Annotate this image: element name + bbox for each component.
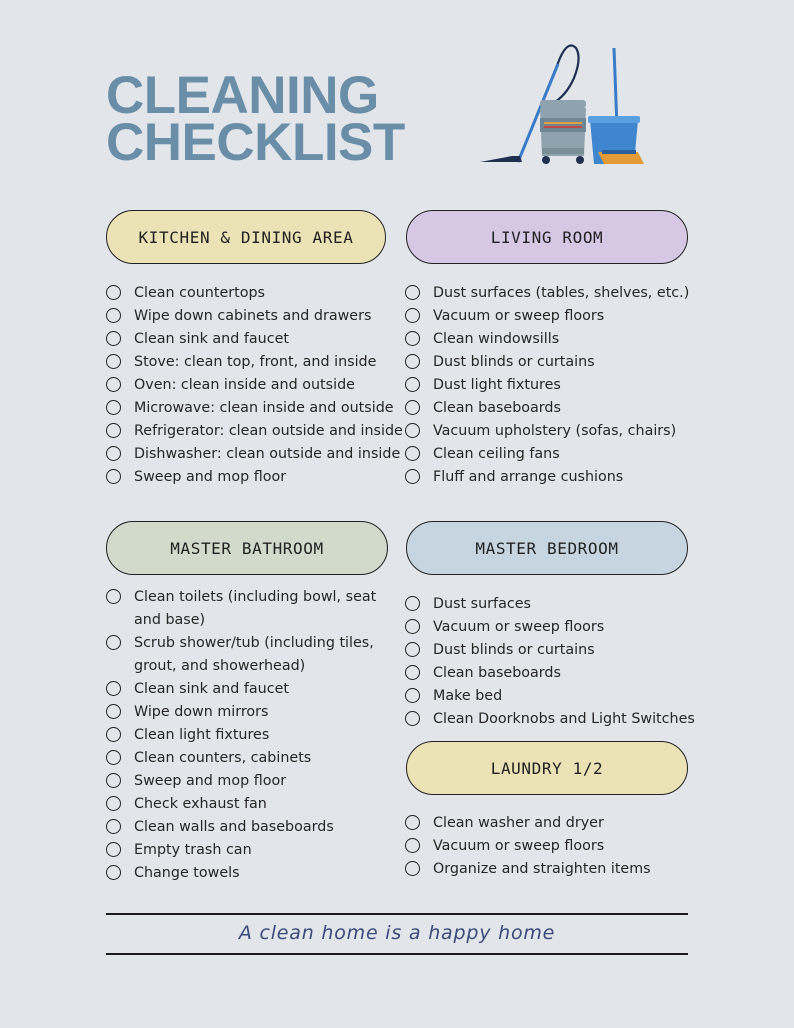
section-header-master-bedroom: MASTER BEDROOM	[406, 521, 688, 575]
checkbox[interactable]	[106, 635, 121, 650]
checkbox[interactable]	[106, 681, 121, 696]
checklist-item[interactable]: Clean countertops	[106, 282, 403, 305]
checkbox[interactable]	[106, 842, 121, 857]
checklist-item[interactable]: Vacuum upholstery (sofas, chairs)	[405, 420, 689, 443]
checkbox[interactable]	[405, 469, 420, 484]
checkbox[interactable]	[106, 423, 121, 438]
checkbox[interactable]	[405, 423, 420, 438]
checkbox[interactable]	[405, 642, 420, 657]
checklist-item[interactable]: Fluff and arrange cushions	[405, 466, 689, 489]
footer-tagline: A clean home is a happy home	[238, 922, 556, 944]
checklist-item[interactable]: Clean Doorknobs and Light Switches	[405, 708, 695, 731]
page-title	[106, 66, 405, 172]
checkbox[interactable]	[405, 354, 420, 369]
checklist-item[interactable]: Clean toilets (including bowl, seat and base)	[106, 586, 384, 632]
checkbox[interactable]	[405, 688, 420, 703]
checkbox[interactable]	[106, 589, 121, 604]
checkbox[interactable]	[106, 285, 121, 300]
checklist-item[interactable]: Organize and straighten items	[405, 858, 651, 881]
checklist-item[interactable]: Vacuum or sweep floors	[405, 835, 651, 858]
mop-bucket-icon	[588, 48, 644, 164]
kitchen-checklist	[106, 282, 403, 489]
checkbox[interactable]	[405, 861, 420, 876]
checklist-item[interactable]: Clean baseboards	[405, 662, 695, 685]
checkbox[interactable]	[106, 704, 121, 719]
laundry-checklist	[405, 812, 651, 881]
checklist-item[interactable]: Oven: clean inside and outside	[106, 374, 403, 397]
checkbox[interactable]	[405, 377, 420, 392]
checkbox[interactable]	[405, 838, 420, 853]
checklist-item[interactable]: Microwave: clean inside and outside	[106, 397, 403, 420]
footer-top-rule	[106, 913, 688, 915]
checkbox[interactable]	[106, 865, 121, 880]
checklist-item[interactable]: Dishwasher: clean outside and inside	[106, 443, 403, 466]
checklist-item[interactable]: Clean windowsills	[405, 328, 689, 351]
living-room-checklist	[405, 282, 689, 489]
section-header-living-room: LIVING ROOM	[406, 210, 688, 264]
checklist-item[interactable]: Clean sink and faucet	[106, 678, 384, 701]
checkbox[interactable]	[106, 469, 121, 484]
checkbox[interactable]	[405, 619, 420, 634]
title-line-1: CLEANING	[106, 66, 379, 125]
master-bedroom-checklist	[405, 593, 695, 731]
checkbox[interactable]	[405, 331, 420, 346]
checkbox[interactable]	[106, 796, 121, 811]
checklist-item[interactable]: Make bed	[405, 685, 695, 708]
checkbox[interactable]	[106, 750, 121, 765]
checkbox[interactable]	[405, 308, 420, 323]
checklist-item[interactable]: Check exhaust fan	[106, 793, 384, 816]
section-header-kitchen: KITCHEN & DINING AREA	[106, 210, 386, 264]
checklist-item[interactable]: Wipe down mirrors	[106, 701, 384, 724]
checklist-item[interactable]: Scrub shower/tub (including tiles, grout, and showerhead)	[106, 632, 384, 678]
checklist-item[interactable]: Wipe down cabinets and drawers	[106, 305, 403, 328]
checkbox[interactable]	[106, 819, 121, 834]
checklist-item[interactable]: Sweep and mop floor	[106, 770, 384, 793]
checklist-item[interactable]: Sweep and mop floor	[106, 466, 403, 489]
vacuum-cleaner-icon	[480, 46, 586, 164]
checklist-item[interactable]: Clean counters, cabinets	[106, 747, 384, 770]
checkbox[interactable]	[106, 331, 121, 346]
checklist-item[interactable]: Vacuum or sweep floors	[405, 305, 689, 328]
checklist-item[interactable]: Refrigerator: clean outside and inside	[106, 420, 403, 443]
checkbox[interactable]	[405, 596, 420, 611]
checkbox[interactable]	[405, 400, 420, 415]
checkbox[interactable]	[405, 665, 420, 680]
checklist-item[interactable]: Clean sink and faucet	[106, 328, 403, 351]
checklist-item[interactable]: Clean washer and dryer	[405, 812, 651, 835]
checklist-item[interactable]: Vacuum or sweep floors	[405, 616, 695, 639]
checklist-item[interactable]: Empty trash can	[106, 839, 384, 862]
checklist-item[interactable]: Dust light fixtures	[405, 374, 689, 397]
checklist-item[interactable]: Clean ceiling fans	[405, 443, 689, 466]
checkbox[interactable]	[405, 815, 420, 830]
section-header-laundry: LAUNDRY 1/2	[406, 741, 688, 795]
checklist-item[interactable]: Change towels	[106, 862, 384, 885]
section-header-master-bathroom: MASTER BATHROOM	[106, 521, 388, 575]
checkbox[interactable]	[106, 377, 121, 392]
footer-bottom-rule	[106, 953, 688, 955]
checkbox[interactable]	[405, 711, 420, 726]
checkbox[interactable]	[405, 446, 420, 461]
checkbox[interactable]	[106, 308, 121, 323]
checklist-item[interactable]: Dust blinds or curtains	[405, 639, 695, 662]
checkbox[interactable]	[405, 285, 420, 300]
checklist-item[interactable]: Dust blinds or curtains	[405, 351, 689, 374]
checklist-item[interactable]: Clean light fixtures	[106, 724, 384, 747]
checkbox[interactable]	[106, 773, 121, 788]
cleaning-illustration	[474, 38, 650, 170]
checkbox[interactable]	[106, 727, 121, 742]
checkbox[interactable]	[106, 400, 121, 415]
title-line-2: CHECKLIST	[106, 113, 405, 172]
checkbox[interactable]	[106, 354, 121, 369]
checklist-item[interactable]: Clean baseboards	[405, 397, 689, 420]
master-bathroom-checklist	[106, 586, 384, 885]
checklist-item[interactable]: Stove: clean top, front, and inside	[106, 351, 403, 374]
checklist-item[interactable]: Dust surfaces (tables, shelves, etc.)	[405, 282, 689, 305]
checklist-item[interactable]: Clean walls and baseboards	[106, 816, 384, 839]
checklist-item[interactable]: Dust surfaces	[405, 593, 695, 616]
checkbox[interactable]	[106, 446, 121, 461]
